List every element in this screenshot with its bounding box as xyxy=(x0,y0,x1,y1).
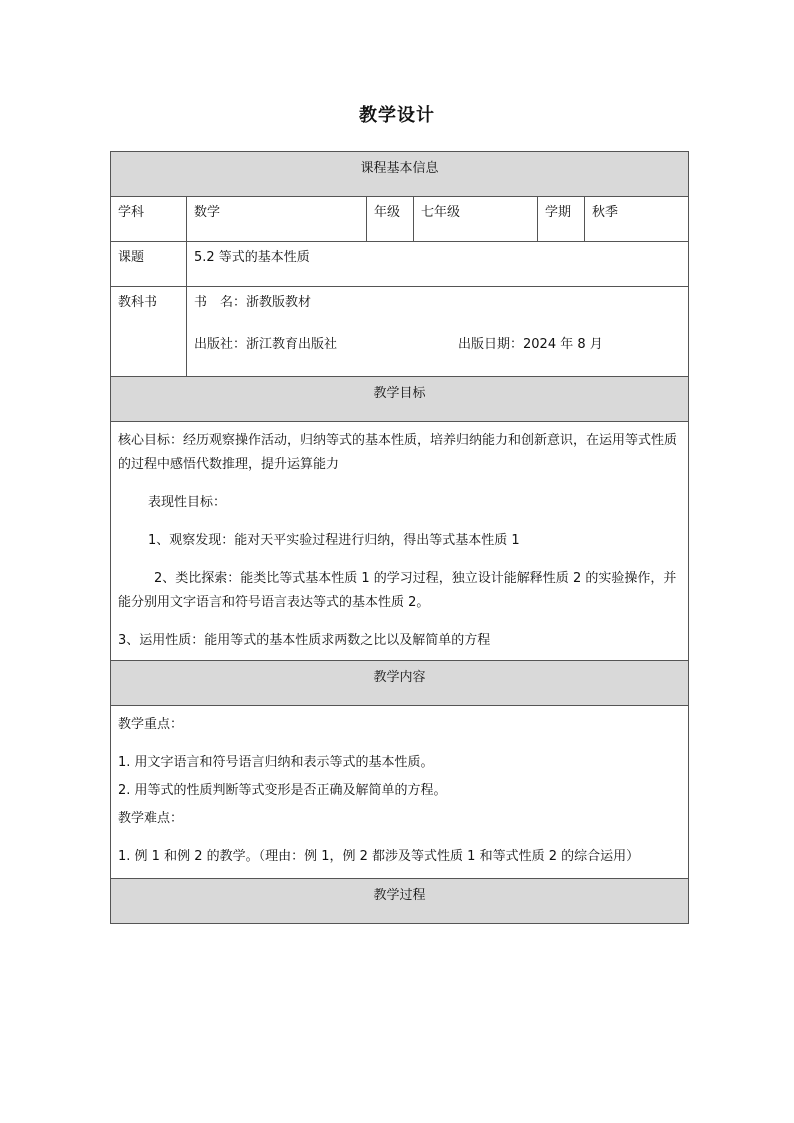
textbook-row xyxy=(111,287,689,377)
performance-objective-2: 2、类比探索：能类比等式基本性质 1 的学习过程，独立设计能解释性质 2 的实验操作，并能分别用文字语言和符号语言表达等式的基本性质 2。 xyxy=(118,571,677,610)
key-point-2: 2. 用等式的性质判断等式变形是否正确及解简单的方程。 xyxy=(118,783,447,798)
lesson-design-table xyxy=(110,151,689,924)
performance-objective-3: 3、运用性质：能用等式的基本性质求两数之比以及解简单的方程 xyxy=(118,633,491,648)
key-points-heading: 教学重点： xyxy=(118,717,184,732)
section-header-process xyxy=(111,879,689,924)
grade-label: 年级 xyxy=(367,197,414,242)
book-name: 书 名：浙教版教材 xyxy=(194,295,312,310)
section-header-objectives xyxy=(111,377,689,422)
topic-value: 5.2 等式的基本性质 xyxy=(187,242,689,287)
difficulty-1: 1. 例 1 和例 2 的教学。（理由：例 1，例 2 都涉及等式性质 1 和等式性质 2 的综合运用） xyxy=(118,849,640,864)
textbook-info xyxy=(187,287,689,377)
performance-objective-1: 1、观察发现：能对天平实验过程进行归纳，得出等式基本性质 1 xyxy=(148,533,520,548)
section-title: 教学目标 xyxy=(111,377,689,422)
performance-objective-heading: 表现性目标： xyxy=(148,495,227,510)
objectives-body-row xyxy=(111,422,689,661)
section-title: 教学过程 xyxy=(111,879,689,924)
section-header-content xyxy=(111,661,689,706)
publisher-line xyxy=(194,329,681,361)
textbook-label: 教科书 xyxy=(111,287,187,377)
content-body xyxy=(111,706,689,879)
term-value: 秋季 xyxy=(585,197,689,242)
content-body-row xyxy=(111,706,689,879)
key-point-1: 1. 用文字语言和符号语言归纳和表示等式的基本性质。 xyxy=(118,755,434,770)
basic-info-row xyxy=(111,197,689,242)
objectives-body xyxy=(111,422,689,661)
section-title: 课程基本信息 xyxy=(111,152,689,197)
publication-date: 出版日期：2024 年 8 月 xyxy=(458,337,603,352)
topic-label: 课题 xyxy=(111,242,187,287)
subject-label: 学科 xyxy=(111,197,187,242)
publisher: 出版社：浙江教育出版社 xyxy=(194,337,338,352)
difficulty-heading: 教学难点： xyxy=(118,811,184,826)
page-title: 教学设计 xyxy=(359,105,435,126)
term-label: 学期 xyxy=(538,197,585,242)
core-objective: 核心目标：经历观察操作活动，归纳等式的基本性质，培养归纳能力和创新意识，在运用等式性质的过程中感悟代数推理，提升运算能力 xyxy=(118,433,678,472)
grade-value: 七年级 xyxy=(414,197,538,242)
section-title: 教学内容 xyxy=(111,661,689,706)
topic-row xyxy=(111,242,689,287)
section-header-basic-info xyxy=(111,152,689,197)
subject-value: 数学 xyxy=(187,197,367,242)
